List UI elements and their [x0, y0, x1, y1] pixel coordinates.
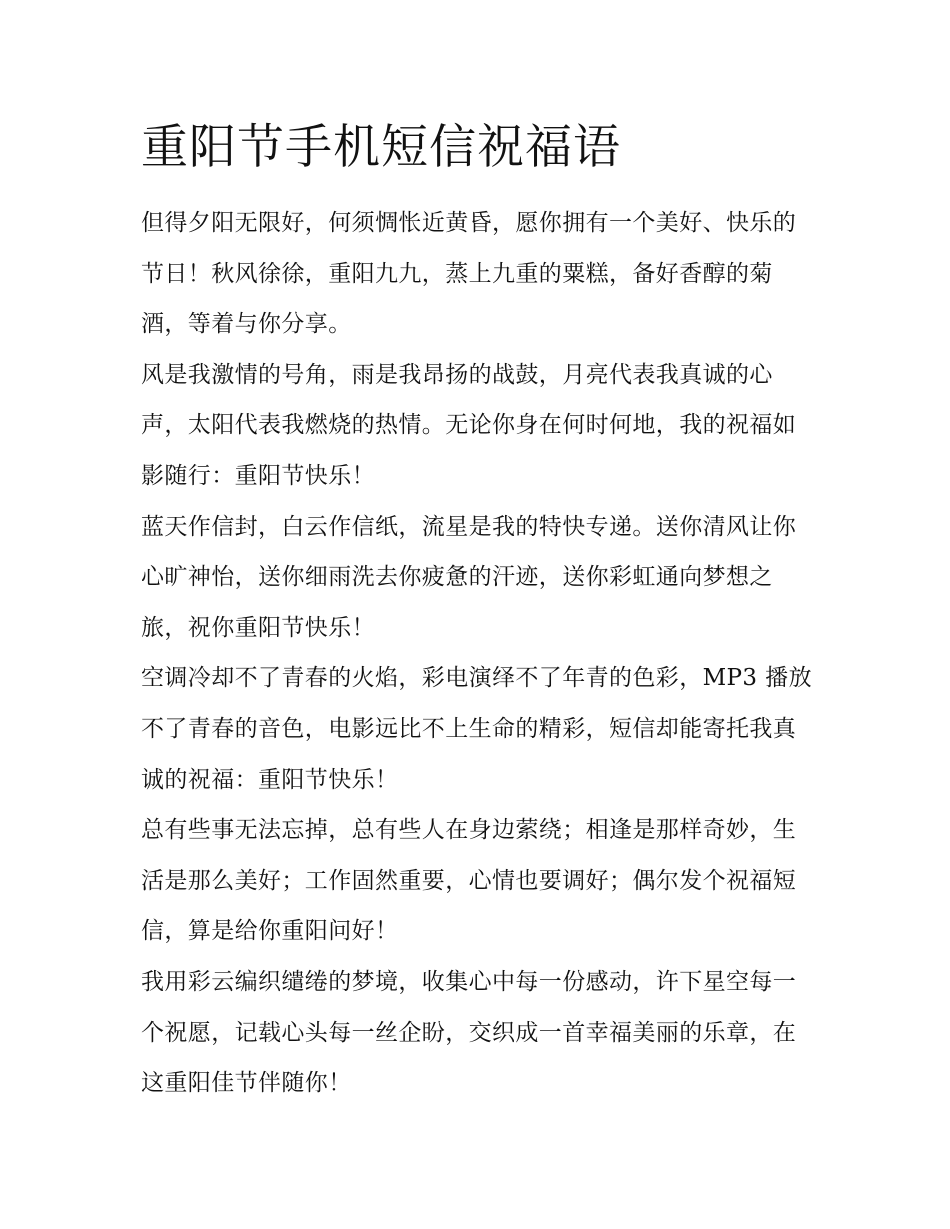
document-page [141, 112, 813, 1109]
paragraph-6: 我用彩云编织缱绻的梦境，收集心中每一份感动，许下星空每一个祝愿，记载心头每一丝企盼，交织成一首幸福美丽的乐章，在这重阳佳节伴随你！ [141, 968, 797, 1097]
paragraph-3: 蓝天作信封，白云作信纸，流星是我的特快专递。送你清风让你心旷神怡，送你细雨洗去你疲惫的汗迹，送你彩虹通向梦想之旅，祝你重阳节快乐！ [141, 513, 797, 641]
page-title: 重阳节手机短信祝福语 [141, 120, 621, 175]
document-body [141, 198, 813, 1109]
paragraph-2: 风是我激情的号角，雨是我昂扬的战鼓，月亮代表我真诚的心声，太阳代表我燃烧的热情。无论你身在何时何地，我的祝福如影随行：重阳节快乐！ [141, 361, 797, 489]
paragraph-1: 但得夕阳无限好，何须惆怅近黄昏，愿你拥有一个美好、快乐的节日！秋风徐徐，重阳九九，蒸上九重的粟糕，备好香醇的菊酒，等着与你分享。 [141, 210, 797, 338]
paragraph-5: 总有些事无法忘掉，总有些人在身边萦绕；相逢是那样奇妙，生活是那么美好；工作固然重要，心情也要调好；偶尔发个祝福短信，算是给你重阳问好！ [141, 817, 797, 945]
paragraph-4: 空调冷却不了青春的火焰，彩电演绎不了年青的色彩，MP3 播放不了青春的音色，电影远比不上生命的精彩，短信却能寄托我真诚的祝福：重阳节快乐！ [141, 665, 812, 793]
